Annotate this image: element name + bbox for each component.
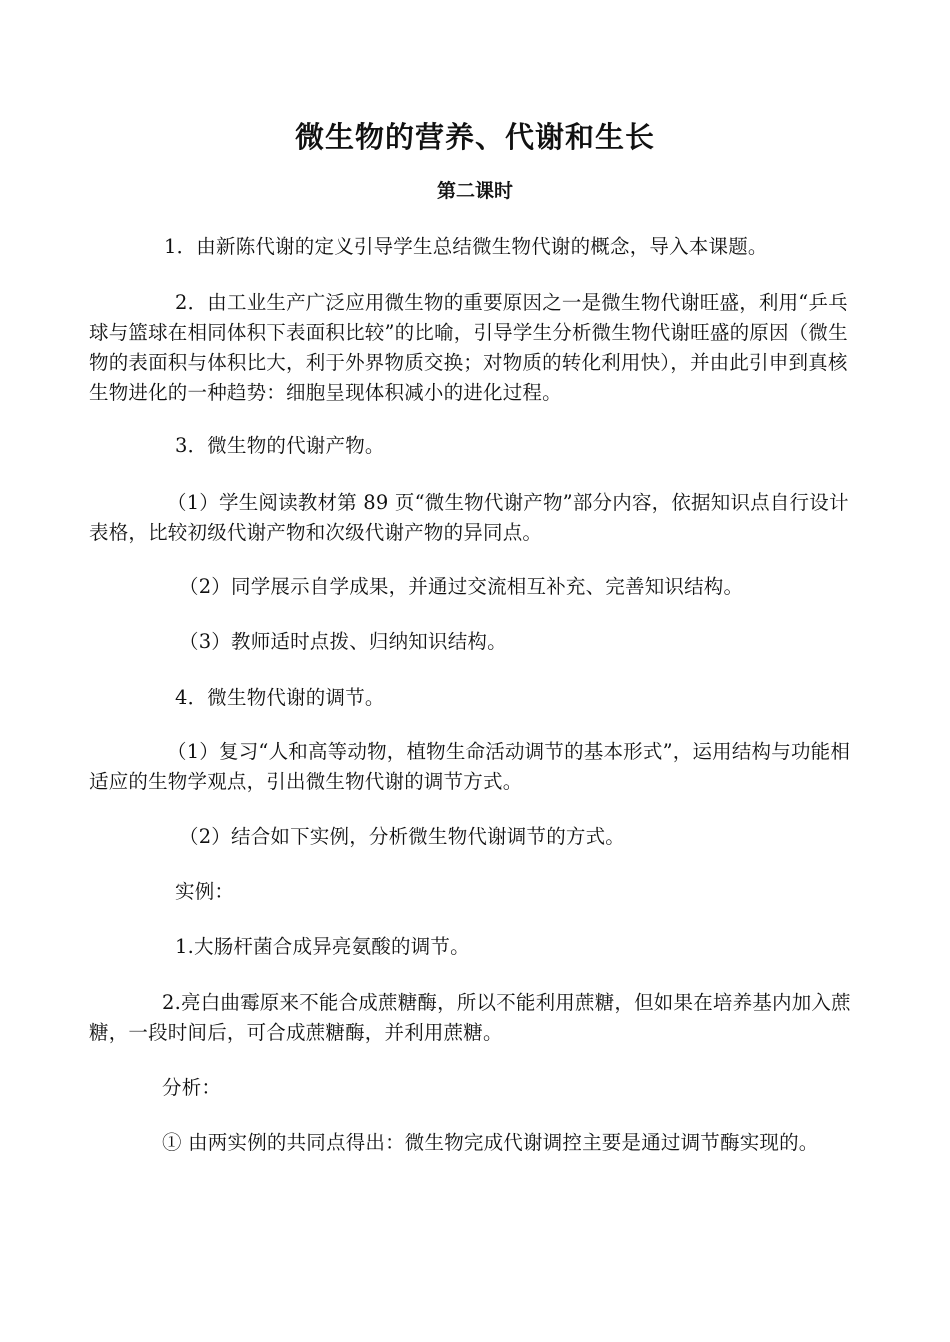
paragraph-7: 4．微生物代谢的调节。 <box>175 686 385 709</box>
paragraph-10: 实例： <box>175 880 235 903</box>
paragraph-2: 2．由工业生产广泛应用微生物的重要原因之一是微生物代谢旺盛，利用“乒乓球与篮球在相同体积下表面积比较”的比喻，引导学生分析微生物代谢旺盛的原因（微生物的表面积与体积比大，利于外界物质交换；对物质的转化利用快），并由此引申到真核生物进化的一种趋势：细胞呈现体积减小的进化过程。 <box>89 291 848 404</box>
paragraph-11: 1.大肠杆菌合成异亮氨酸的调节。 <box>175 935 470 958</box>
paragraph-4: （1）学生阅读教材第 89 页“微生物代谢产物”部分内容，依据知识点自行设计表格，比较初级代谢产物和次级代谢产物的异同点。 <box>89 491 849 544</box>
paragraph-5: （2）同学展示自学成果，并通过交流相互补充、完善知识结构。 <box>179 575 744 598</box>
paragraph-13: 分析： <box>162 1076 222 1099</box>
paragraph-8: （1）复习“人和高等动物，植物生命活动调节的基本形式”，运用结构与功能相适应的生物学观点，引出微生物代谢的调节方式。 <box>89 740 851 793</box>
paragraph-9: （2）结合如下实例，分析微生物代谢调节的方式。 <box>179 825 626 848</box>
paragraph-1: 1．由新陈代谢的定义引导学生总结微生物代谢的概念，导入本课题。 <box>164 235 768 258</box>
paragraph-3: 3．微生物的代谢产物。 <box>175 434 385 457</box>
paragraph-14: ① 由两实例的共同点得出：微生物完成代谢调控主要是通过调节酶实现的。 <box>162 1131 819 1154</box>
paragraph-6: （3）教师适时点拨、归纳知识结构。 <box>179 630 507 653</box>
document-subtitle: 第二课时 <box>436 180 513 202</box>
document-title: 微生物的营养、代谢和生长 <box>294 120 655 154</box>
paragraph-12: 2.亮白曲霉原来不能合成蔗糖酶，所以不能利用蔗糖，但如果在培养基内加入蔗糖，一段时间后，可合成蔗糖酶，并利用蔗糖。 <box>89 991 851 1044</box>
